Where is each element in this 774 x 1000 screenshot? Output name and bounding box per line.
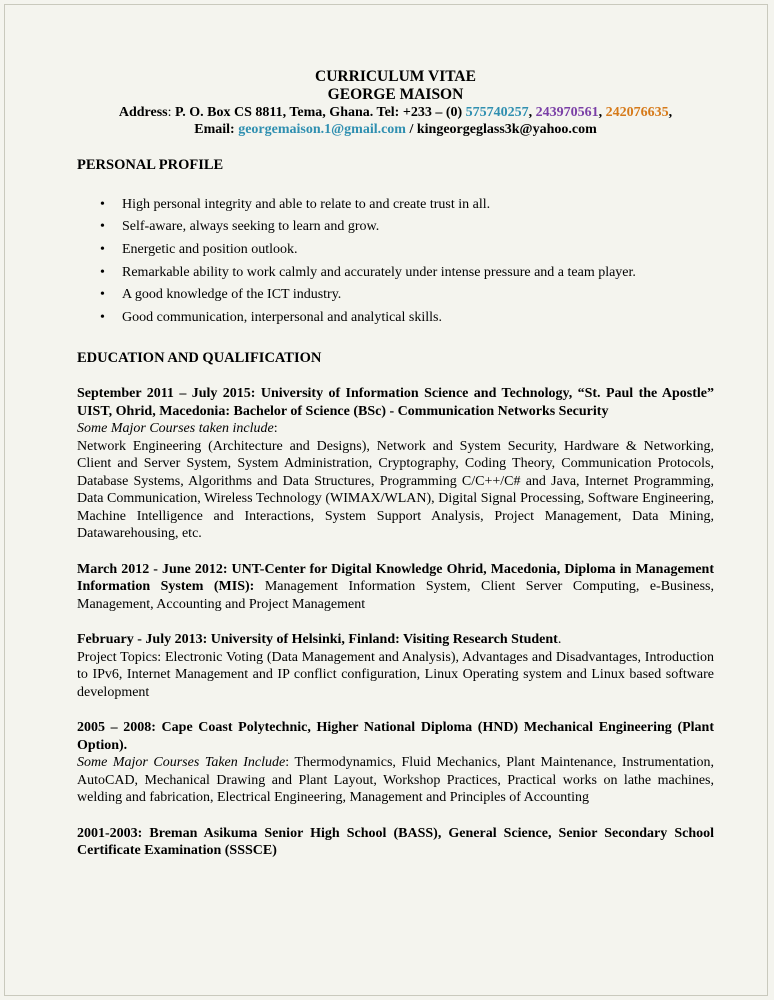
entry-body: Project Topics: Electronic Voting (Data Management and Analysis), Advantages and Disadvantages, Introduction to IPv6, Internet Management and IP conflict configuration, Linux Operating system and Linux based software development [77,649,714,700]
entry-title: September 2011 – July 2015: University of Information Science and Technology, “St. Paul the Apostle” UIST, Ohrid, Macedonia: Bachelor of Science (BSc) - Communication Networks Security [77,386,714,419]
list-item: • A good knowledge of the ICT industry. [77,284,714,307]
entry-body: Management Information System, Client Server Computing, e-Business, Management, Accounting and Project Management [77,579,714,612]
comma-1: , [528,105,536,120]
education-entry [77,561,714,614]
profile-heading: PERSONAL PROFILE [77,157,224,173]
email-label: Email: [194,122,239,137]
entry-body: Thermodynamics, Fluid Mechanics, Plant Maintenance, Instrumentation, AutoCAD, Mechanical Drawing and Plant Layout, Workshop Practices, Practical works on lathe machines, welding and fabrication, Electrical Engineering, Management and Principles of Accounting [77,755,714,806]
entry-title: March 2012 - June 2012: UNT-Center for Digital Knowledge Ohrid, Macedonia, Diploma in Management Information System (MIS): [77,561,714,595]
phone-3[interactable]: 242076635 [605,105,669,120]
candidate-name: GEORGE MAISON [327,86,464,103]
entry-courses-colon: : [273,421,278,437]
address-separator: : [167,105,176,120]
document-title: CURRICULUM VITAE [315,68,476,85]
email-line [77,121,714,138]
list-item: • Remarkable ability to work calmly and accurately under intense pressure and a team player. [77,262,714,285]
entry-courses-label: Some Major Courses taken include [77,421,274,437]
entry-title: 2005 – 2008: Cape Coast Polytechnic, Higher National Diploma (HND) Mechanical Engineering (Plant Option). [77,720,714,753]
address-text: P. O. Box CS 8811, Tema, Ghana. Tel: +233 – (0) [175,105,466,120]
profile-list [77,194,714,330]
address-line [77,104,714,121]
education-entry [77,631,714,701]
phone-1[interactable]: 575740257 [465,105,529,120]
education-entry [77,825,714,860]
education-entry [77,385,714,543]
email-separator: / [405,122,417,137]
entry-title: February - July 2013: University of Helsinki, Finland: Visiting Research Student [77,632,558,648]
list-item: • Self-aware, always seeking to learn and grow. [77,216,714,239]
list-item: • Energetic and position outlook. [77,239,714,262]
entry-title: 2001-2003: Breman Asikuma Senior High School (BASS), General Science, Senior Secondary School Certificate Examination (SSSCE) [77,825,714,859]
resume-document [77,68,714,860]
education-list [77,385,714,860]
education-entry [77,719,714,807]
email-1-link[interactable]: georgemaison.1@gmail.com [238,122,406,137]
address-label: Address [118,105,168,120]
email-2-link[interactable]: kingeorgeglass3k@yahoo.com [416,122,597,137]
education-heading: EDUCATION AND QUALIFICATION [77,349,322,366]
comma-2: , [598,105,606,120]
list-item: • High personal integrity and able to relate to and create trust in all. [77,194,714,217]
entry-courses-label: Some Major Courses Taken Include [77,755,286,771]
entry-title-tail: . [557,632,562,648]
entry-courses-colon: : [285,755,295,771]
list-item: • Good communication, interpersonal and analytical skills. [77,307,714,330]
comma-3: , [668,105,673,120]
entry-body: Network Engineering (Architecture and Designs), Network and System Security, Hardware & Networking, Client and Server System, System Administration, Cryptography, Coding Theory, Communication Protocols, Database Systems, Algorithms and Data Structures, Programming C/C++/C# and Java, Internet Programming, Data Communication, Wireless Technology (WIMAX/WLAN), Digital Signal Processing, Software Engineering, Machine Intelligence and Interactions, System Support Analysis, Project Management, Data Mining, Datawarehousing, etc. [77,438,714,542]
phone-2[interactable]: 243970561 [535,105,599,120]
